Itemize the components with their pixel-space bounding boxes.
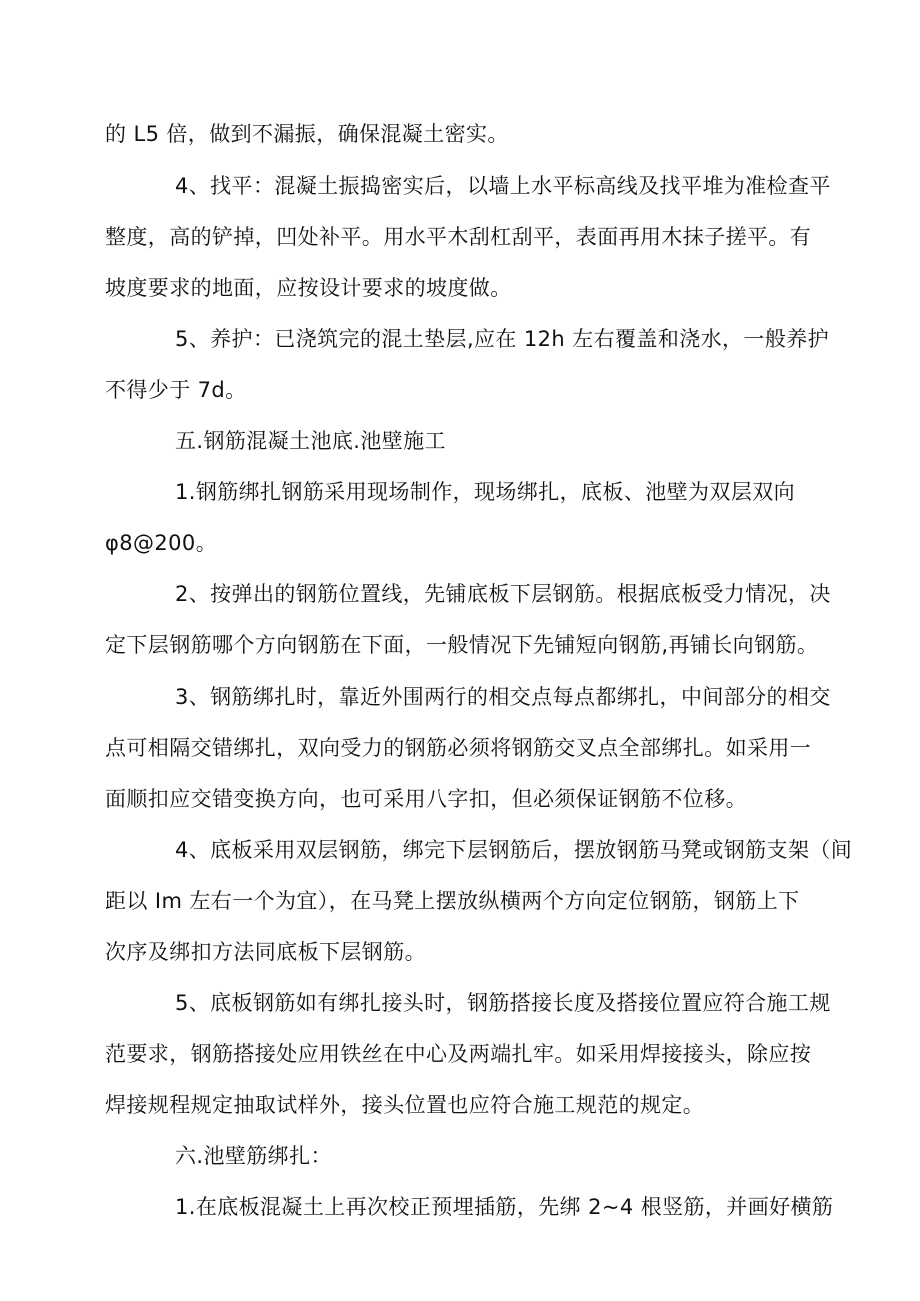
- text-line: 定下层钢筋哪个方向钢筋在下面，一般情况下先铺短向钢筋,再铺长向钢筋。: [105, 633, 819, 657]
- text-line: 4、找平：混凝土振捣密实后，以墙上水平标高线及找平堆为准检查平: [175, 174, 831, 198]
- text-line: 范要求，钢筋搭接处应用铁丝在中心及两端扎牢。如采用焊接接头，除应按: [105, 1042, 812, 1066]
- text-line: 5、底板钢筋如有绑扎接头时，钢筋搭接长度及搭接位置应符合施工规: [175, 991, 831, 1015]
- text-line: 坡度要求的地面，应按设计要求的坡度做。: [105, 276, 512, 300]
- text-line: 3、钢筋绑扎时，靠近外围两行的相交点每点都绑扎，中间部分的相交: [175, 685, 831, 709]
- text-line: 次序及绑扣方法同底板下层钢筋。: [105, 940, 426, 964]
- section-heading: 六.池壁筋绑扎：: [175, 1144, 332, 1168]
- text-line: 面顺扣应交错变换方向，也可采用八字扣，但必须保证钢筋不位移。: [105, 787, 747, 811]
- text-line: 1.在底板混凝土上再次校正预埋插筋，先绑 2~4 根竖筋，并画好横筋: [175, 1195, 834, 1219]
- text-line: 焊接规程规定抽取试样外，接头位置也应符合施工规范的规定。: [105, 1093, 705, 1117]
- text-line: 4、底板采用双层钢筋，绑完下层钢筋后，摆放钢筋马凳或钢筋支架（间: [175, 838, 853, 862]
- text-line: 不得少于 7d。: [105, 378, 247, 402]
- text-line: 点可相隔交错绑扎，双向受力的钢筋必须将钢筋交叉点全部绑扎。如采用一: [105, 736, 812, 760]
- text-line: 5、养护：已浇筑完的混土垫层,应在 12h 左右覆盖和浇水，一般养护: [175, 327, 830, 351]
- text-line: 整度，高的铲掉，凹处补平。用水平木刮杠刮平，表面再用木抹子搓平。有: [105, 225, 812, 249]
- text-line: 的 L5 倍，做到不漏振，确保混凝土密实。: [105, 122, 509, 146]
- section-heading: 五.钢筋混凝土池底.池壁施工: [175, 429, 446, 453]
- text-line: 2、按弹出的钢筋位置线，先铺底板下层钢筋。根据底板受力情况，决: [175, 582, 831, 606]
- text-line: 1.钢筋绑扎钢筋采用现场制作，现场绑扎，底板、池壁为双层双向: [175, 480, 796, 504]
- text-line: 距以 Im 左右一个为宜），在马凳上摆放纵横两个方向定位钢筋，钢筋上下: [105, 889, 800, 913]
- text-line: φ8@200。: [105, 531, 218, 555]
